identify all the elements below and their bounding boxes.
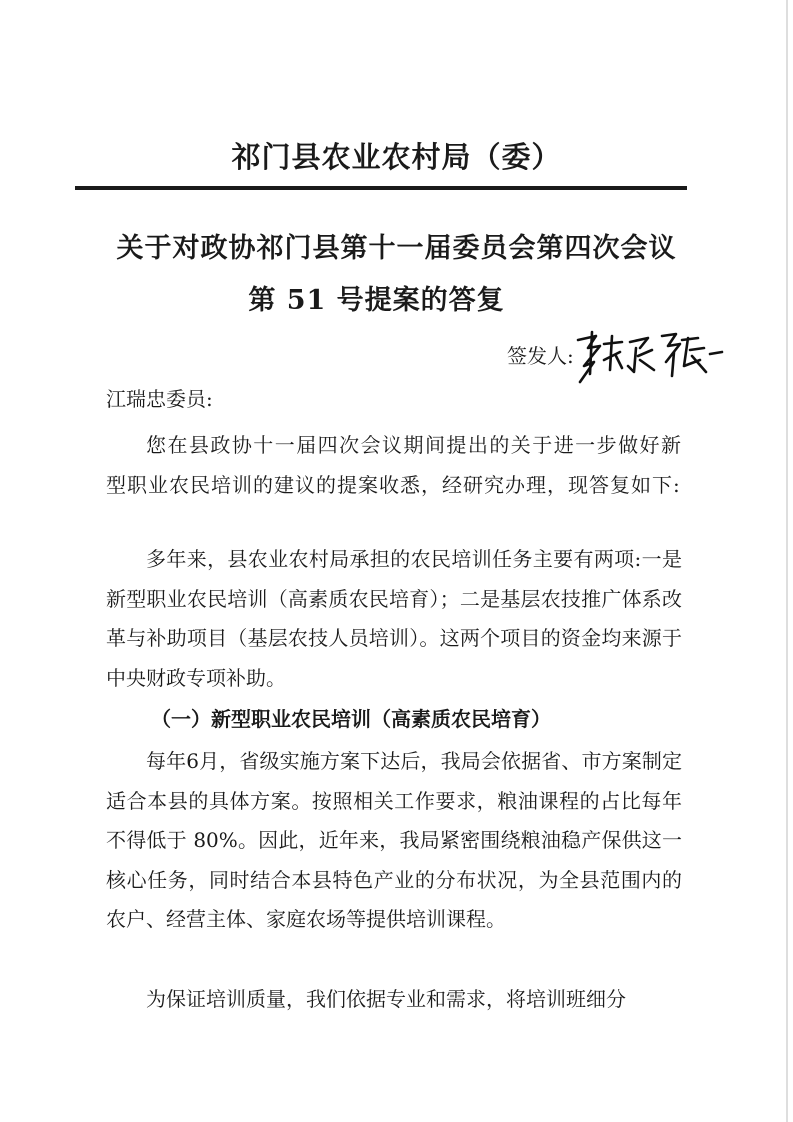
paragraph-quality: 为保证培训质量，我们依据专业和需求，将培训班细分 — [146, 987, 626, 1011]
paragraph-intro: 您在县政协十一届四次会议期间提出的关于进一步做好新型职业农民培训的建议的提案收悉，经研究办理，现答复如下: — [106, 433, 682, 497]
paragraph-section1-body: 每年6月，省级实施方案下达后，我局会依据省、市方案制定适合本县的具体方案。按照相关工作要求，粮油课程的占比每年不得低于 80%。因此，近年来，我局紧密围绕粮油稳产保供这一核心任务，同时结合本县特色产业的分布状况，为全县范围内的农户、经营主体、家庭农场等提供培训课程。 — [106, 749, 682, 932]
handwritten-signature — [570, 326, 730, 388]
organization-header: 祁门县农业农村局（委） — [231, 140, 562, 174]
document-title-line1: 关于对政协祁门县第十一届委员会第四次会议 — [116, 233, 677, 264]
salutation: 江瑞忠委员: — [106, 387, 213, 411]
paragraph-overview: 多年来，县农业农村局承担的农民培训任务主要有两项:一是新型职业农民培训（高素质农民培育）；二是基层农技推广体系改革与补助项目（基层农技人员培训）。这两个项目的资金均来源于中央财政专项补助。 — [106, 547, 682, 690]
signer-label: 签发人: — [507, 344, 574, 368]
document-title-line2: 第 51 号提案的答复 — [248, 285, 505, 316]
header-divider — [75, 186, 687, 190]
section-heading-1: （一）新型职业农民培训（高素质农民培育） — [151, 707, 551, 731]
